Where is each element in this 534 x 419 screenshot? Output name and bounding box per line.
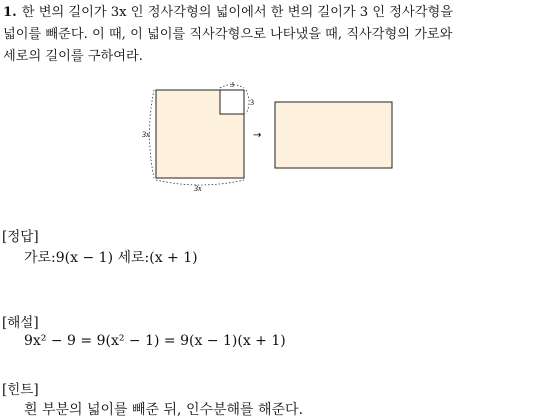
problem-line-1 [3, 2, 531, 24]
result-rectangle [275, 102, 392, 168]
label-3x-bottom: 3x [194, 184, 202, 193]
small-square-shape [220, 90, 244, 114]
label-3-right: 3 [250, 98, 254, 107]
label-3x-left: 3x [142, 130, 150, 139]
hint-header: [힌트] [2, 382, 39, 398]
problem-statement [3, 2, 531, 68]
hint-text: 흰 부분의 넓이를 빼준 뒤, 인수분해를 해준다. [24, 402, 304, 418]
problem-line-2: 넓이를 빼준다. 이 때, 이 넓이를 직사각형으로 나타냈을 때, 직사각형의 가로와 [3, 27, 453, 42]
answer-text: 가로:9(x − 1) 세로:(x + 1) [24, 250, 198, 266]
explanation-header: [해설] [2, 315, 39, 331]
label-3-top: 3 [230, 82, 234, 89]
problem-text-1: 한 변의 길이가 3x 인 정사각형의 넓이에서 한 변의 길이가 3 인 정사각형을 [21, 5, 453, 20]
problem-line-3: 세로의 길이를 구하여라. [3, 49, 143, 64]
problem-number: 1. [3, 5, 17, 20]
right-small-brace [246, 90, 249, 114]
answer-header: [정답] [2, 229, 39, 245]
explanation-text: 9x² − 9 = 9(x² − 1) = 9(x − 1)(x + 1) [24, 333, 286, 349]
figure [140, 82, 400, 197]
arrow-icon: → [253, 130, 262, 141]
left-brace [150, 90, 155, 178]
